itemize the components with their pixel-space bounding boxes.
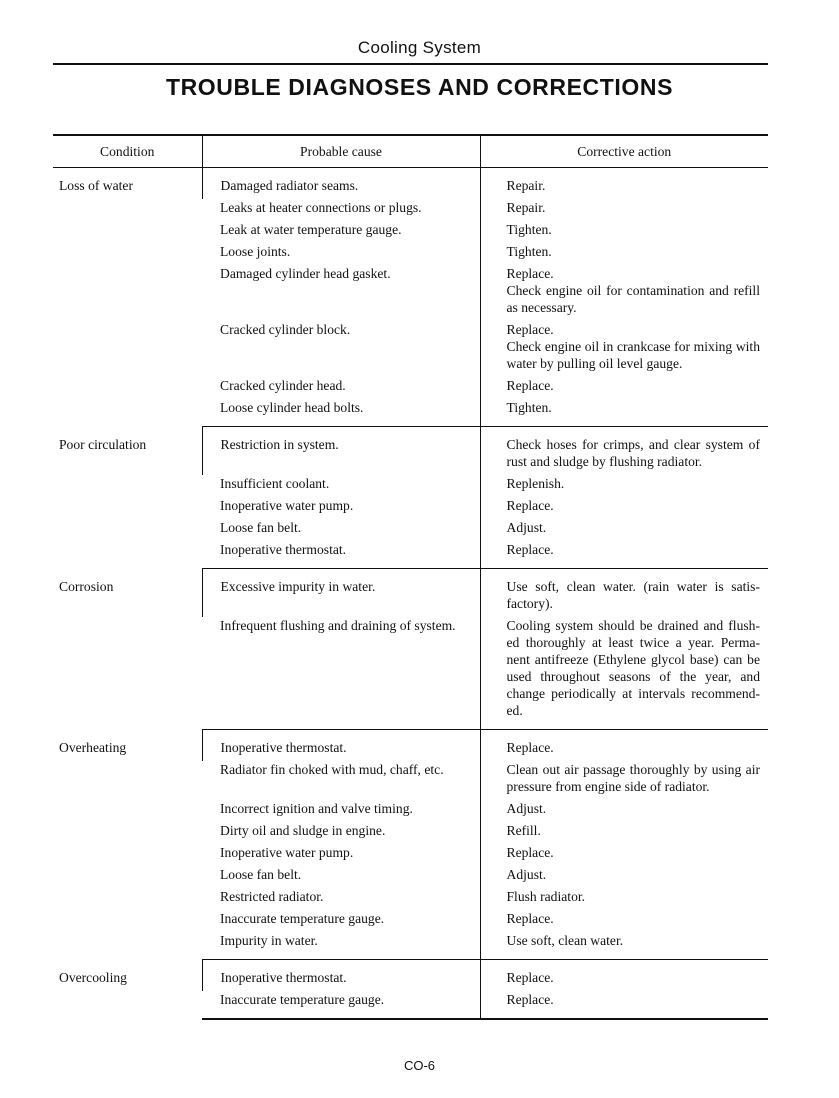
probable-cause-text: Leaks at heater connections or plugs. [220, 200, 422, 215]
probable-cause-text: Inoperative thermostat. [220, 740, 347, 755]
probable-cause-cell [202, 800, 480, 822]
corrective-action-cell [480, 199, 768, 221]
table-header [53, 135, 768, 168]
corrective-action-cell [480, 399, 768, 427]
probable-cause-text: Restriction in system. [220, 437, 339, 452]
corrective-action-text: Repair. [506, 178, 546, 193]
corrective-action-cell [480, 265, 768, 321]
probable-cause-cell [202, 822, 480, 844]
corrective-action-text: Replace. [506, 740, 554, 755]
probable-cause-cell [202, 844, 480, 866]
probable-cause-text: Inoperative water pump. [220, 498, 354, 513]
probable-cause-cell [202, 617, 480, 730]
corrective-action-cell [480, 427, 768, 476]
page-number: CO-6 [403, 1058, 436, 1073]
probable-cause-cell [202, 427, 480, 476]
diagnosis-table [53, 134, 768, 1020]
corrective-action-cell [480, 800, 768, 822]
probable-cause-text: Impurity in water. [220, 933, 318, 948]
corrective-action-cell [480, 497, 768, 519]
corrective-action-cell [480, 761, 768, 800]
corrective-action-cell [480, 541, 768, 569]
corrective-action-cell [480, 822, 768, 844]
corrective-action-text: Replace. [506, 378, 554, 393]
corrective-action-cell [480, 475, 768, 497]
probable-cause-cell [202, 168, 480, 200]
condition-cell: Poor circulation [59, 436, 147, 452]
corrective-action-text: Replace. [506, 992, 554, 1007]
corrective-action-cell [480, 617, 768, 730]
condition-cell: Overcooling [59, 969, 127, 985]
corrective-action-cell [480, 866, 768, 888]
probable-cause-cell [202, 519, 480, 541]
probable-cause-text: Incorrect ignition and valve timing. [220, 801, 413, 816]
page-title: TROUBLE DIAGNOSES AND CORRECTIONS [165, 74, 674, 100]
corrective-action-text: Replace. [506, 542, 554, 557]
probable-cause-cell [202, 888, 480, 910]
probable-cause-cell [202, 910, 480, 932]
table-body [53, 168, 768, 1020]
corrective-action-text: Adjust. [506, 801, 547, 816]
condition-cell: Loss of water [59, 178, 133, 193]
table-header-row [53, 135, 768, 168]
probable-cause-cell [202, 265, 480, 321]
corrective-action-text: Use soft, clean water. [506, 933, 624, 948]
condition-cell: Corrosion [59, 578, 114, 594]
corrective-action-text: Replenish. [506, 476, 565, 491]
column-header-probable-cause: Probable cause [202, 135, 480, 168]
probable-cause-text: Inoperative thermostat. [220, 542, 347, 557]
table-row [53, 569, 768, 618]
probable-cause-text: Loose joints. [220, 244, 291, 259]
corrective-action-cell [480, 730, 768, 762]
condition-cell: Overheating [59, 739, 127, 755]
corrective-action-text: Tighten. [506, 400, 552, 415]
probable-cause-cell [202, 399, 480, 427]
probable-cause-text: Damaged cylinder head gasket. [220, 266, 391, 281]
corrective-action-cell [480, 888, 768, 910]
probable-cause-text: Radiator fin choked with mud, chaff, etc. [220, 762, 444, 777]
corrective-action-cell [480, 910, 768, 932]
corrective-action-cell [480, 569, 768, 618]
probable-cause-cell [202, 199, 480, 221]
corrective-action-text: Cooling system should be drained and flush-ed thoroughly at least twice a year. Perma-nent antifreeze (Ethylene glycol base) can be used throughout seasons of the year, and change periodically at intervals recommend-ed. [506, 618, 760, 718]
corrective-action-text: Replace. [506, 845, 554, 860]
corrective-action-cell [480, 991, 768, 1019]
table-row [53, 960, 768, 992]
column-header-condition: Condition [53, 135, 202, 168]
section-title: Cooling System [357, 38, 482, 57]
probable-cause-text: Loose fan belt. [220, 867, 302, 882]
probable-cause-text: Inaccurate temperature gauge. [220, 911, 385, 926]
probable-cause-text: Insufficient coolant. [220, 476, 330, 491]
probable-cause-text: Loose cylinder head bolts. [220, 400, 364, 415]
probable-cause-cell [202, 569, 480, 618]
corrective-action-text: Clean out air passage thoroughly by using air pressure from engine side of radiator. [506, 762, 760, 794]
probable-cause-cell [202, 761, 480, 800]
corrective-action-cell [480, 321, 768, 377]
probable-cause-text: Cracked cylinder head. [220, 378, 346, 393]
probable-cause-cell [202, 243, 480, 265]
probable-cause-text: Dirty oil and sludge in engine. [220, 823, 386, 838]
corrective-action-text: Repair. [506, 200, 546, 215]
corrective-action-text: Use soft, clean water. (rain water is satis-factory). [506, 579, 760, 611]
corrective-action-cell [480, 844, 768, 866]
corrective-action-cell [480, 243, 768, 265]
probable-cause-cell [202, 866, 480, 888]
probable-cause-text: Loose fan belt. [220, 520, 302, 535]
probable-cause-cell [202, 730, 480, 762]
corrective-action-text: Replace. [506, 911, 554, 926]
probable-cause-text: Infrequent flushing and draining of system. [220, 618, 456, 633]
probable-cause-cell [202, 497, 480, 519]
corrective-action-text: Replace. [506, 970, 554, 985]
corrective-action-text: Flush radiator. [506, 889, 586, 904]
corrective-action-text: Refill. [506, 823, 541, 838]
probable-cause-cell [202, 541, 480, 569]
probable-cause-cell [202, 377, 480, 399]
corrective-action-text: Replace. Check engine oil in crankcase for mixing with water by pulling oil level gauge. [506, 322, 760, 371]
column-header-corrective-action: Corrective action [480, 135, 768, 168]
probable-cause-cell [202, 475, 480, 497]
probable-cause-text: Restricted radiator. [220, 889, 324, 904]
corrective-action-text: Check hoses for crimps, and clear system of rust and sludge by flushing radiator. [506, 437, 760, 469]
table-row [53, 427, 768, 476]
corrective-action-text: Replace. [506, 498, 554, 513]
corrective-action-text: Replace. Check engine oil for contamination and refill as necessary. [506, 266, 760, 315]
probable-cause-text: Inoperative thermostat. [220, 970, 347, 985]
probable-cause-text: Inoperative water pump. [220, 845, 354, 860]
corrective-action-cell [480, 168, 768, 200]
header-rule [53, 63, 768, 65]
probable-cause-cell [202, 960, 480, 992]
probable-cause-cell [202, 932, 480, 960]
probable-cause-cell [202, 221, 480, 243]
corrective-action-text: Adjust. [506, 867, 547, 882]
probable-cause-text: Leak at water temperature gauge. [220, 222, 402, 237]
corrective-action-text: Tighten. [506, 222, 552, 237]
corrective-action-cell [480, 932, 768, 960]
probable-cause-text: Damaged radiator seams. [220, 178, 359, 193]
probable-cause-text: Inaccurate temperature gauge. [220, 992, 385, 1007]
probable-cause-text: Cracked cylinder block. [220, 322, 351, 337]
table-row [53, 168, 768, 200]
corrective-action-cell [480, 377, 768, 399]
corrective-action-cell [480, 519, 768, 541]
probable-cause-text: Excessive impurity in water. [220, 579, 376, 594]
probable-cause-cell [202, 991, 480, 1019]
corrective-action-text: Adjust. [506, 520, 547, 535]
corrective-action-cell [480, 221, 768, 243]
probable-cause-cell [202, 321, 480, 377]
corrective-action-text: Tighten. [506, 244, 552, 259]
table-row [53, 730, 768, 762]
corrective-action-cell [480, 960, 768, 992]
